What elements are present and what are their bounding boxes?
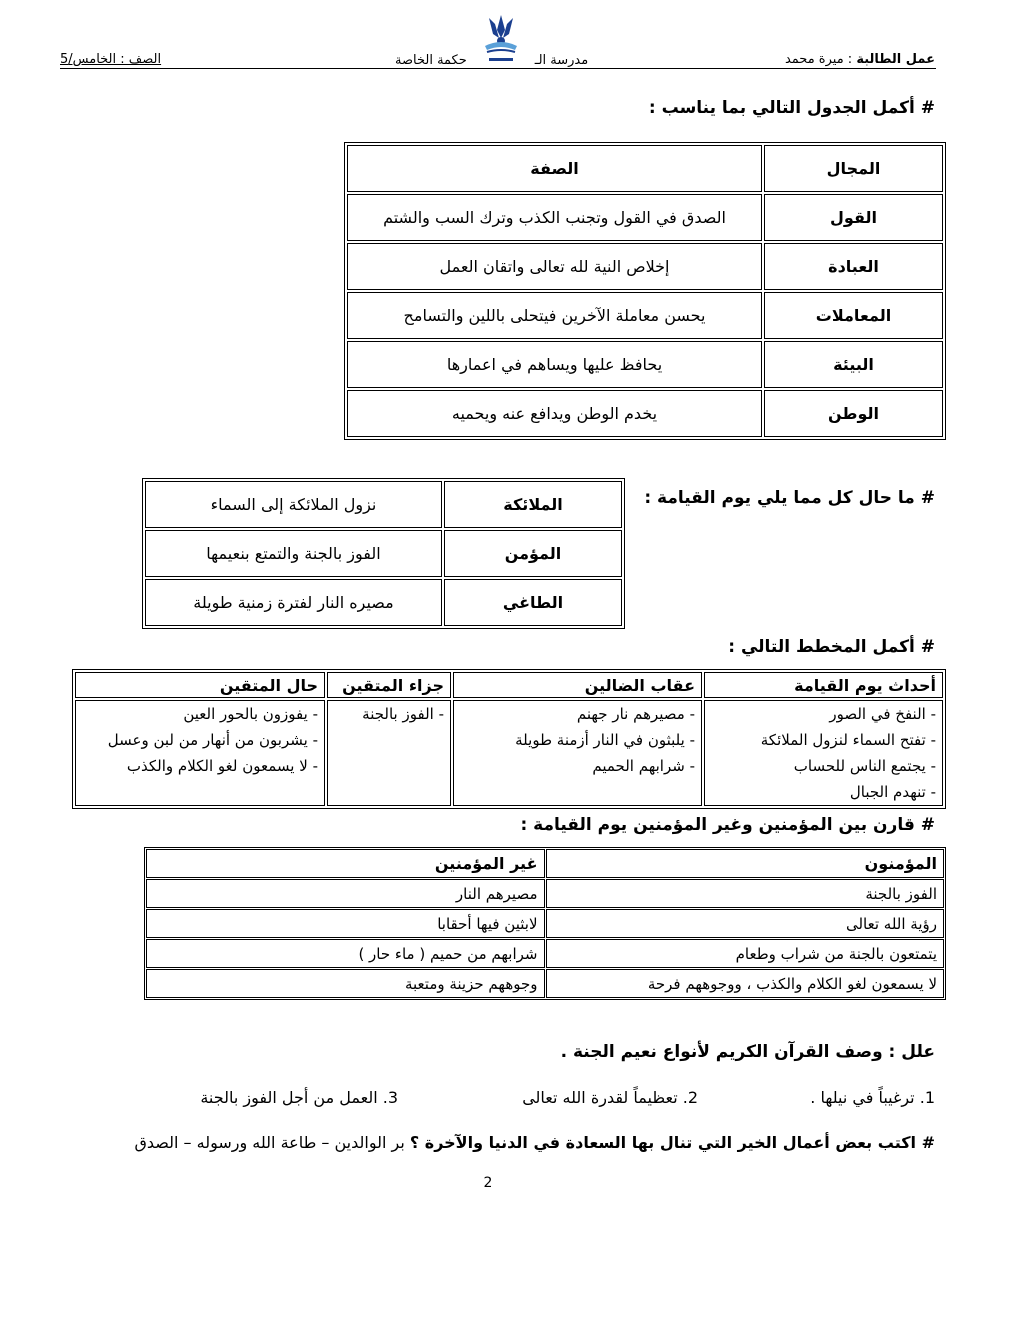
cell: يتمتعون بالجنة من شراب وطعام [546,939,945,968]
cell: الطاغي [444,579,622,626]
table-row [75,672,943,698]
table-row [146,909,944,938]
cell: المؤمن [444,530,622,577]
list-item: - شرابهم الحميم [592,757,695,775]
cell: لابثين فيها أحقابا [146,909,545,938]
top-spacer [60,0,946,96]
list-item: - تنهدم الجبال [849,783,936,801]
table-row [347,341,943,388]
q3-title: # أكمل المخطط التالي : [728,637,935,657]
cell: نزول الملائكة إلى السماء [145,481,442,528]
cell: وجوههم حزينة ومتعبة [146,969,545,998]
header-cell: أحداث يوم القيامة [704,672,943,698]
header-cell: المؤمنون [546,849,945,878]
header-cell: جزاء المتقين [327,672,451,698]
q5-answers [60,1088,935,1107]
answer-item-1: 1. ترغيباً في نيلها . [810,1088,935,1107]
table-row [146,969,944,998]
cell: رؤية الله تعالى [546,909,945,938]
list-item: - يفوزون بالحور العين [183,705,318,723]
cell: يحسن معاملة الآخرين فيتحلى باللين والتسامح [347,292,762,339]
cell: الوطن [764,390,943,437]
cell: إخلاص النية لله تعالى واتقان العمل [347,243,762,290]
answer-item-2: 2. تعظيماً لقدرة الله تعالى [522,1088,698,1107]
table-row [145,530,622,577]
q6-line [60,1131,935,1155]
cell: شرابهم من حميم ( ماء حار ) [146,939,545,968]
school-prefix: مدرسة الـ [534,53,589,68]
list-item: - يشربون من أنهار من لبن وعسل [107,731,318,749]
table-row [145,579,622,626]
header-cell: عقاب الضالين [453,672,702,698]
page-number: 2 [483,1175,493,1191]
list-item: - النفخ في الصور [829,705,936,723]
table-row [146,879,944,908]
cell: مصيرهم النار [146,879,545,908]
table-row [145,481,622,528]
school-suffix: حكمة الخاصة [395,53,467,68]
cell: الملائكة [444,481,622,528]
cell: يحافظ عليها ويساهم في اعمارها [347,341,762,388]
table-row [347,243,943,290]
cell: المعاملات [764,292,943,339]
header-cell: حال المتقين [75,672,325,698]
q1-title: # أكمل الجدول التالي بما يناسب : [648,98,935,118]
q4-title: # قارن بين المؤمنين وغير المؤمنين يوم القيامة : [520,815,935,835]
list-item: - يجتمع الناس للحساب [793,757,936,775]
cell: الصدق في القول وتجنب الكذب وترك السب والشتم [347,194,762,241]
q2-title: # ما حال كل مما يلي يوم القيامة : [644,488,935,508]
table-row [347,390,943,437]
table-row [347,145,943,192]
cell [327,700,451,806]
list-item: - لا يسمعون لغو الكلام والكذب [126,757,318,775]
cell [453,700,702,806]
header-cell: المجال [764,145,943,192]
q2-table [142,478,625,629]
header-cell: الصفة [347,145,762,192]
header-cell: غير المؤمنين [146,849,545,878]
list-item: - تفتح السماء لنزول الملائكة [760,731,936,749]
table-row [347,194,943,241]
list-item: - مصيرهم نار جهنم [576,705,695,723]
cell: يخدم الوطن ويدافع عنه ويحميه [347,390,762,437]
q2-section [60,478,946,629]
table-row [146,939,944,968]
cell: لا يسمعون لغو الكلام والكذب ، ووجوههم فرحة [546,969,945,998]
q3-diagram-table [72,669,946,809]
cell [75,700,325,806]
q1-table [344,142,946,440]
q6-answer: بر الوالدين – طاعة الله ورسوله – الصدق [134,1133,405,1152]
answer-item-3: 3. العمل من أجل الفوز بالجنة [200,1088,398,1107]
cell: البيئة [764,341,943,388]
table-row [347,292,943,339]
cell: القول [764,194,943,241]
table-row [146,849,944,878]
cell: الفوز بالجنة [546,879,945,908]
student-name: عمل الطالبة : ميرة محمد [784,52,935,67]
q6-title: # اكتب بعض أعمال الخير التي تنال بها السعادة في الدنيا والآخرة ؟ [409,1133,935,1152]
q4-table [144,847,946,1000]
cell: الفوز بالجنة والتمتع بنعيمها [145,530,442,577]
cell: العبادة [764,243,943,290]
list-item: - الفوز بالجنة [362,705,444,723]
cell: مصيره النار لفترة زمنية طويلة [145,579,442,626]
grade: الصف : الخامس/5 [60,52,162,67]
student-label: عمل الطالبة [856,52,935,67]
cell [704,700,943,806]
q5-title: علل : وصف القرآن الكريم لأنواع نعيم الجنة . [560,1042,935,1062]
table-row [75,700,943,806]
list-item: - يلبثون في النار أزمنة طويلة [515,731,695,749]
